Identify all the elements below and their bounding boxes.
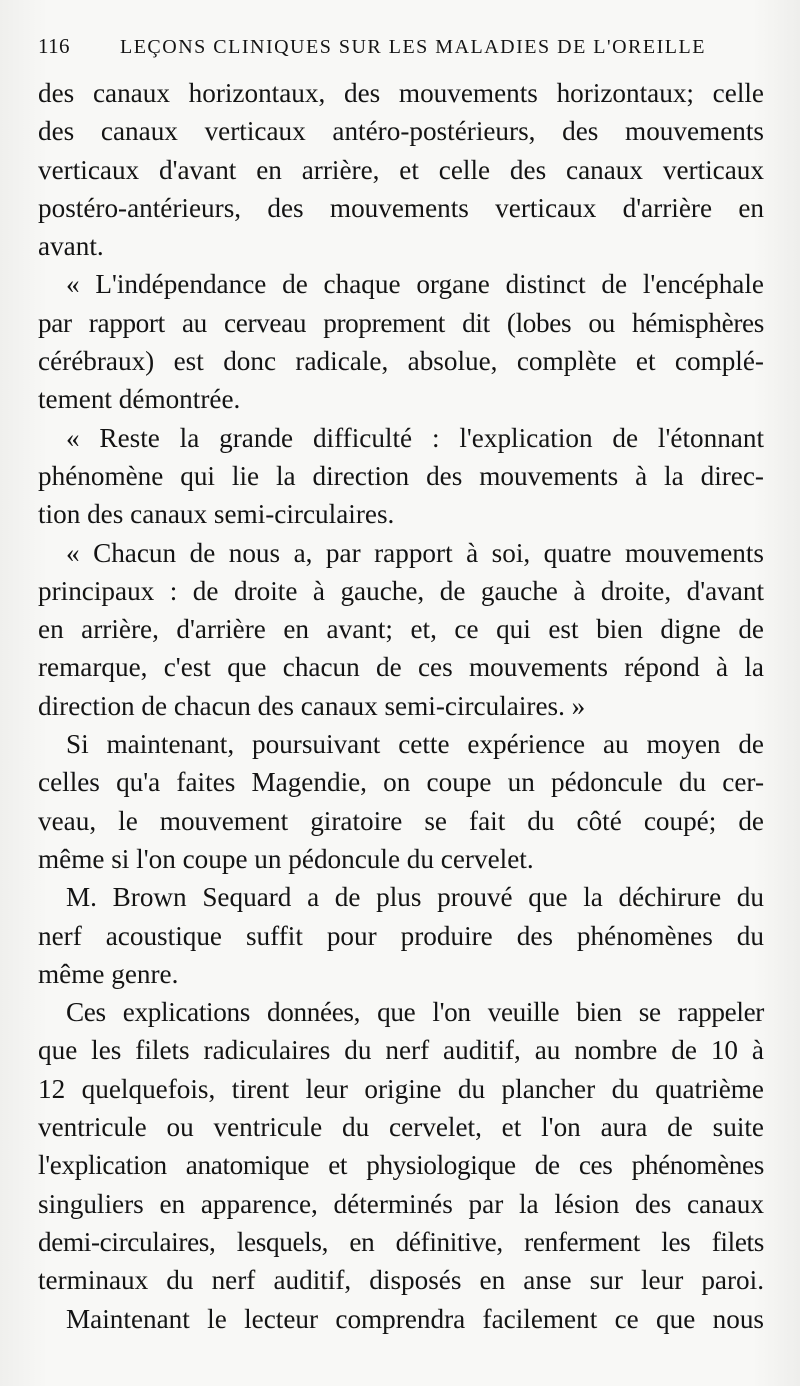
text-line: avant. <box>38 231 104 262</box>
text-line: verticaux d'avant en arrière, et celle des canaux verticaux <box>38 154 764 185</box>
body-text <box>38 74 764 1338</box>
text-line: terminaux du nerf auditif, disposés en anse sur leur paroi. <box>38 1265 764 1296</box>
text-line: que les filets radiculaires du nerf auditif, au nombre de 10 à <box>38 1035 764 1066</box>
text-line: M. Brown Sequard a de plus prouvé que la déchirure du <box>66 882 764 913</box>
text-line: ventricule ou ventricule du cervelet, et l'on aura de suite <box>38 1112 764 1143</box>
text-line: « L'indépendance de chaque organe distinct de l'encéphale <box>66 269 764 300</box>
text-line: singuliers en apparence, déterminés par la lésion des canaux <box>38 1188 764 1219</box>
text-line: par rapport au cerveau proprement dit (lobes ou hémisphères <box>38 307 764 338</box>
text-line: 12 quelquefois, tirent leur origine du plancher du quatrième <box>38 1073 764 1104</box>
text-line: phénomène qui lie la direction des mouvements à la direc- <box>38 460 764 491</box>
running-head <box>38 34 764 70</box>
text-line: l'explication anatomique et physiologique de ces phénomènes <box>38 1150 764 1181</box>
text-line: « Reste la grande difficulté : l'explication de l'étonnant <box>66 422 764 453</box>
page-number: 116 <box>38 34 70 58</box>
text-line: « Chacun de nous a, par rapport à soi, quatre mouvements <box>66 537 764 568</box>
text-line: veau, le mouvement giratoire se fait du côté coupé; de <box>38 805 764 836</box>
text-line: même genre. <box>38 958 179 989</box>
running-title: LEÇONS CLINIQUES SUR LES MALADIES DE L'OREILLE <box>120 36 706 58</box>
text-line: Si maintenant, poursuivant cette expérience au moyen de <box>66 729 764 760</box>
text-line: postéro-antérieurs, des mouvements verticaux d'arrière en <box>38 192 764 223</box>
text-line: des canaux horizontaux, des mouvements horizontaux; celle <box>38 78 764 108</box>
text-line: des canaux verticaux antéro-postérieurs, des mouvements <box>38 116 764 147</box>
text-line: tement démontrée. <box>38 384 241 415</box>
text-line: tion des canaux semi-circulaires. <box>38 499 395 530</box>
text-line: demi-circulaires, lesquels, en définitive, renferment les filets <box>38 1226 764 1257</box>
text-line: principaux : de droite à gauche, de gauche à droite, d'avant <box>38 575 764 606</box>
text-line: cérébraux) est donc radicale, absolue, complète et complé- <box>38 346 764 377</box>
text-line: Ces explications données, que l'on veuille bien se rappeler <box>66 997 764 1028</box>
text-line: direction de chacun des canaux semi-circulaires. » <box>38 690 586 721</box>
text-line: Maintenant le lecteur comprendra facilement ce que nous <box>66 1303 764 1334</box>
text-line: remarque, c'est que chacun de ces mouvements répond à la <box>38 652 764 683</box>
text-line: celles qu'a faites Magendie, on coupe un pédoncule du cer- <box>38 767 764 798</box>
text-line: même si l'on coupe un pédoncule du cervelet. <box>38 843 534 874</box>
text-line: en arrière, d'arrière en avant; et, ce qui est bien digne de <box>38 614 764 645</box>
text-line: nerf acoustique suffit pour produire des phénomènes du <box>38 920 764 951</box>
